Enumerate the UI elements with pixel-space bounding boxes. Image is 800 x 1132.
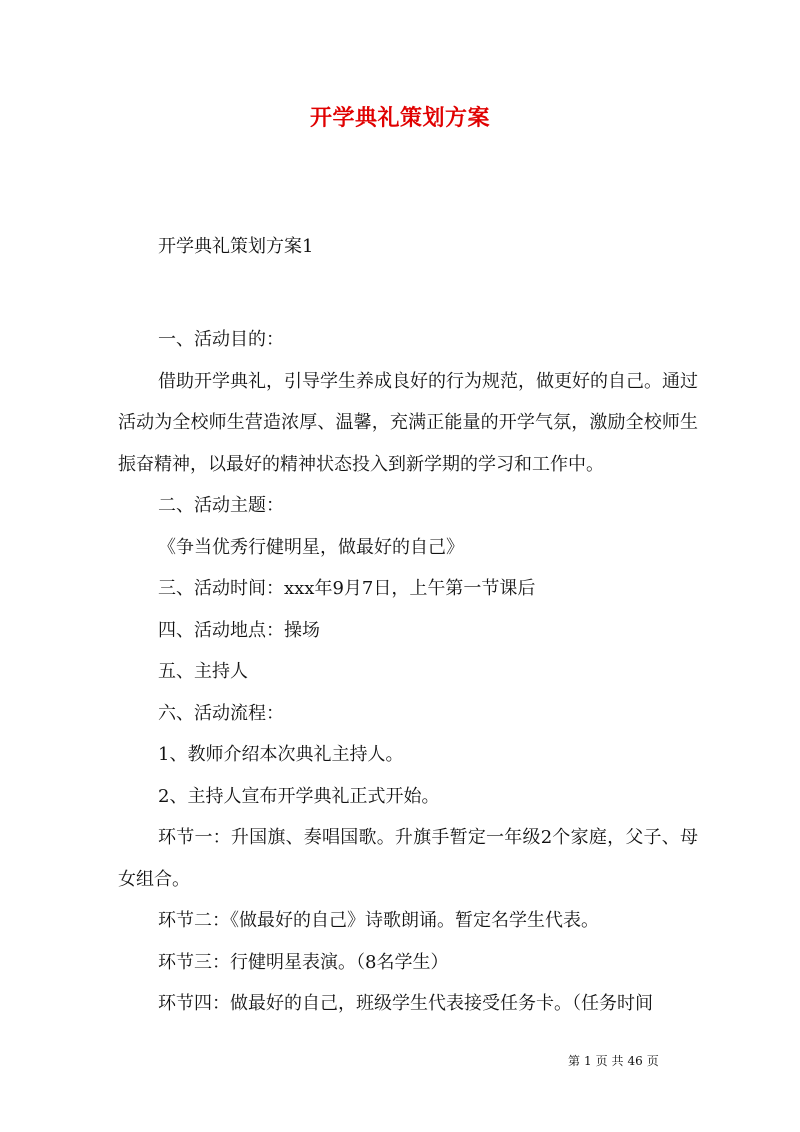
footer-total-pages: 46 bbox=[627, 1054, 643, 1068]
paragraph-process-heading: 六、活动流程： bbox=[158, 702, 284, 724]
footer-suffix: 页 bbox=[646, 1054, 659, 1068]
paragraph-process-step-2: 2、主持人宣布开学典礼正式开始。 bbox=[158, 785, 440, 807]
paragraph-location: 四、活动地点：操场 bbox=[158, 619, 320, 641]
paragraph-theme-heading: 二、活动主题： bbox=[158, 495, 284, 516]
paragraph-time: 三、活动时间：xxx年9月7日，上午第一节课后 bbox=[158, 578, 536, 599]
paragraph-theme-text: 《争当优秀行健明星，做最好的自己》 bbox=[158, 536, 464, 558]
paragraph-segment-2: 环节二：《做最好的自己》诗歌朗诵。暂定名学生代表。 bbox=[158, 910, 599, 931]
paragraph-purpose-heading: 一、活动目的： bbox=[158, 329, 284, 350]
paragraph-host: 五、主持人 bbox=[158, 661, 248, 682]
footer-mid: 页 共 bbox=[595, 1054, 624, 1068]
section-heading: 开学典礼策划方案1 bbox=[158, 236, 314, 257]
paragraph-process-step-1: 1、教师介绍本次典礼主持人。 bbox=[158, 744, 404, 765]
document-body bbox=[118, 319, 698, 1025]
document-title: 开学典礼策划方案 bbox=[309, 105, 490, 131]
page-footer bbox=[568, 1052, 663, 1069]
paragraph-purpose-text: 借助开学典礼，引导学生养成良好的行为规范，做更好的自己。通过活动为全校师生营造浓厚、温馨，充满正能量的开学气氛，激励全校师生振奋精神，以最好的精神状态投入到新学期的学习和工作中。 bbox=[118, 370, 698, 475]
paragraph-segment-1: 环节一：升国旗、奏唱国歌。升旗手暂定一年级2个家庭，父子、母女组合。 bbox=[118, 827, 698, 890]
paragraph-segment-4: 环节四：做最好的自己，班级学生代表接受任务卡。（任务时间 bbox=[158, 993, 653, 1014]
footer-prefix: 第 bbox=[568, 1054, 581, 1068]
footer-current-page: 1 bbox=[584, 1054, 592, 1068]
paragraph-segment-3: 环节三：行健明星表演。（8名学生） bbox=[158, 951, 449, 973]
